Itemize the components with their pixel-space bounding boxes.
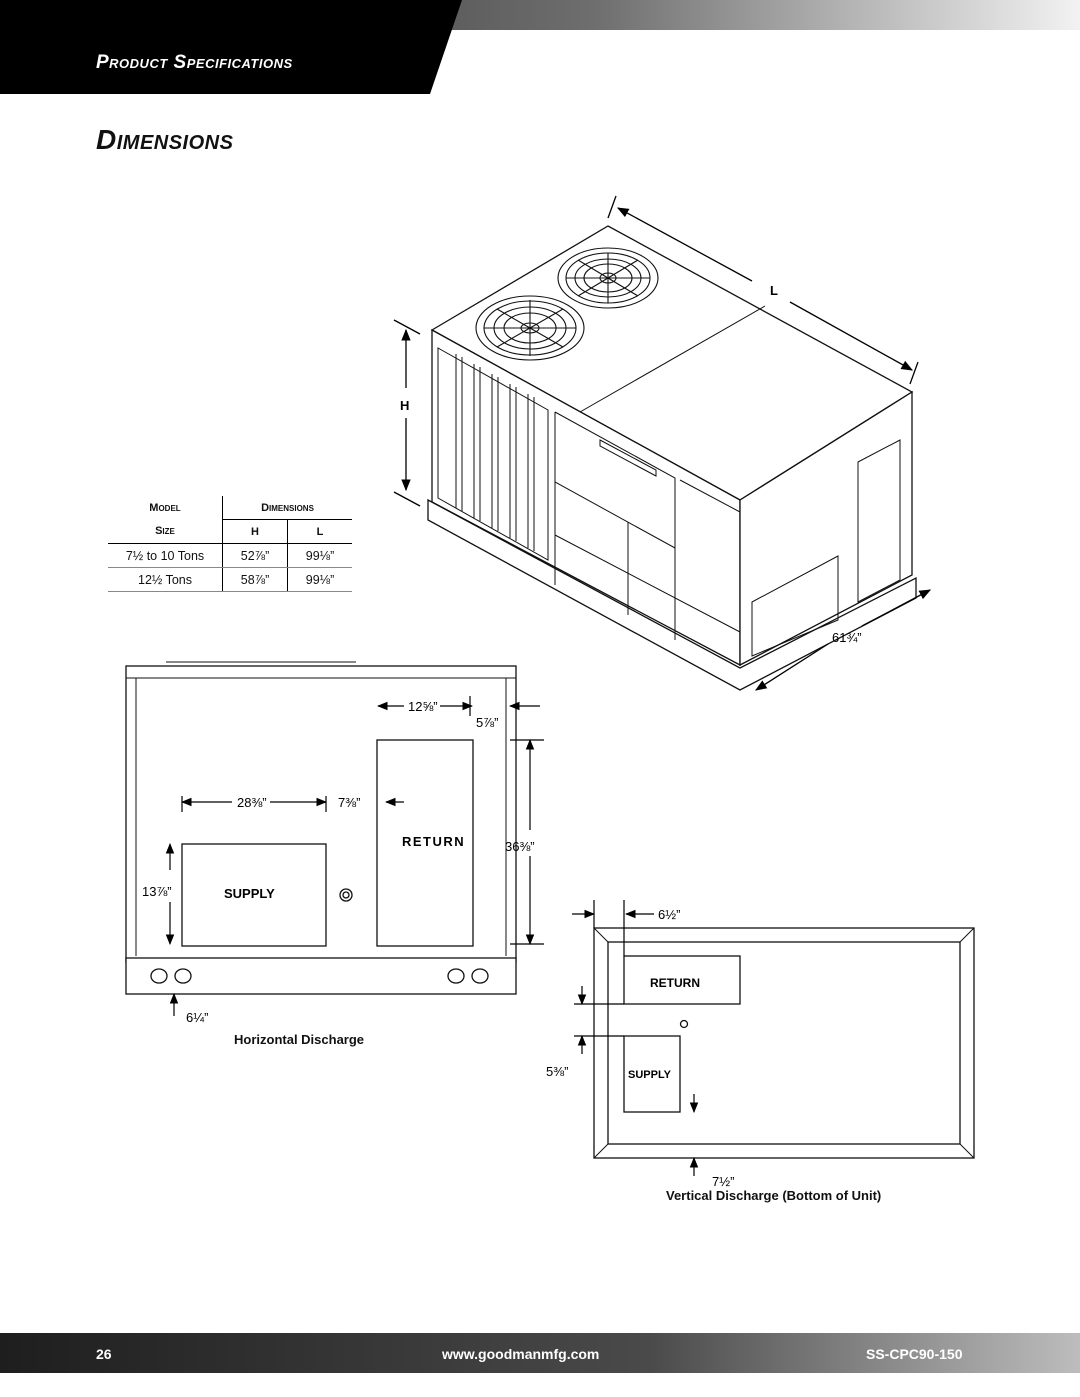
return-width-dim: 12⅝” xyxy=(408,699,438,714)
col-size-header: Size xyxy=(108,520,223,544)
vertical-discharge-drawing xyxy=(594,928,974,1158)
vertical-discharge-caption: Vertical Discharge (Bottom of Unit) xyxy=(666,1188,882,1203)
horizontal-discharge-drawing xyxy=(126,662,516,994)
h-label: H xyxy=(400,398,410,413)
l-cell: 99⅛” xyxy=(288,544,353,568)
horizontal-discharge-caption: Horizontal Discharge xyxy=(234,1032,365,1047)
h-cell: 58⅞” xyxy=(223,568,288,592)
bottom-offset-dim: 6¼” xyxy=(186,1010,209,1025)
page-title: Dimensions xyxy=(96,124,234,155)
website-link[interactable]: www.goodmanmfg.com xyxy=(442,1346,600,1362)
supply-offset-dim: 5⅜” xyxy=(546,1064,569,1079)
size-cell: 12½ Tons xyxy=(108,568,223,592)
isometric-unit-drawing xyxy=(428,226,916,690)
h-dimension xyxy=(394,320,420,506)
l-cell: 99⅛” xyxy=(288,568,353,592)
size-cell: 7½ to 10 Tons xyxy=(108,544,223,568)
l-label: L xyxy=(770,283,778,298)
col-model-header: Model xyxy=(108,496,223,520)
supply-label: SUPPLY xyxy=(224,886,275,901)
col-h-header: H xyxy=(223,520,288,544)
vertical-return-label: RETURN xyxy=(650,976,700,990)
vertical-bottom-offset-dim: 7½” xyxy=(712,1174,735,1189)
section-title: Product Specifications xyxy=(96,52,293,73)
condenser-fan-1 xyxy=(476,296,584,360)
return-height-dim: 36⅜” xyxy=(505,839,535,854)
supply-height-dim: 13⅞” xyxy=(142,884,172,899)
depth-label: 61¾” xyxy=(832,630,862,645)
condenser-fan-2 xyxy=(558,248,658,308)
supply-gap-dim: 7⅜” xyxy=(338,795,361,810)
col-l-header: L xyxy=(288,520,353,544)
page-number: 26 xyxy=(96,1346,112,1362)
col-dimensions-header: Dimensions xyxy=(223,496,353,520)
return-label: RETURN xyxy=(402,834,466,849)
h-cell: 52⅞” xyxy=(223,544,288,568)
vertical-supply-label: SUPPLY xyxy=(628,1069,672,1081)
return-offset-dim: 5⅞” xyxy=(476,715,499,730)
document-code: SS-CPC90-150 xyxy=(866,1346,963,1362)
supply-width-dim: 28⅜” xyxy=(237,795,267,810)
left-offset-dim: 6½” xyxy=(658,907,681,922)
